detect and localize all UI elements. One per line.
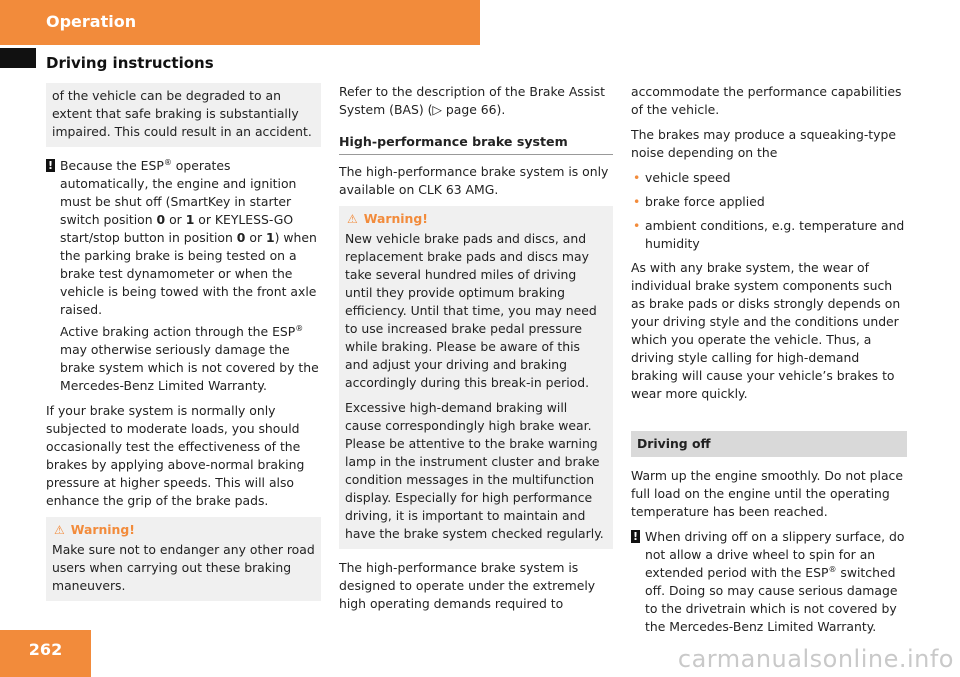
column-1 xyxy=(46,83,321,611)
warning-paragraph-2: Excessive high-demand braking will cause correspondingly high brake wear. Please be attentive to the brake warning lamp in the instrument cluster and brake condition messages in the multifunction display. Especially for high performance driving, it is important to maintain and have the brake system checked regularly. xyxy=(345,400,604,541)
column-3 xyxy=(631,83,907,640)
header-marker xyxy=(0,48,36,68)
brake-test-paragraph: If your brake system is normally only subjected to moderate loads, you should occasionally test the effectiveness of the brakes by applying above-normal braking pressure at higher speeds. This will also enhance the grip of the brake pads. xyxy=(46,403,305,508)
warning-icon: ⚠ xyxy=(347,212,358,226)
list-item: • brake force applied xyxy=(631,193,907,211)
exclamation-icon: ! xyxy=(47,159,54,172)
header-bar xyxy=(0,0,480,45)
esp-note-continued: Active braking action through the ESP® may otherwise seriously damage the brake system which is not covered by the Mercedes-Benz Limited Warranty. xyxy=(60,323,319,393)
exclamation-icon: ! xyxy=(632,530,639,543)
page-subtitle: Driving instructions xyxy=(46,54,214,72)
list-item: • ambient conditions, e.g. temperature and humidity xyxy=(631,217,907,253)
squeak-paragraph: The brakes may produce a squeaking-type noise depending on the xyxy=(631,127,896,160)
hp-brake-design: The high-performance brake system is designed to operate under the extremely high operating demands required to xyxy=(339,560,596,611)
hp-brake-availability: The high-performance brake system is only available on CLK 63 AMG. xyxy=(339,164,609,197)
esp-note: ! Because the ESP® operates automatically, the engine and ignition must be shut off (SmartKey in starter switch position 0 or 1 or KEYLESS-GO start/stop button in position 0 or 1) when the parking brake is being tested on a brake test dynamometer or when the vehicle is being towed with the front axle raised. xyxy=(47,157,317,317)
bas-reference: Refer to the description of the Brake Assist System (BAS) (▷ page 66). xyxy=(339,84,605,117)
performance-paragraph: accommodate the performance capabilities of the vehicle. xyxy=(631,84,902,117)
warning-paragraph-1: New vehicle brake pads and discs, and replacement brake pads and discs may take several hundred miles of driving until they provide optimum braking efficiency. Until that time, you may need to use increased brake pedal pressure while braking. Please be aware of this and adjust your driving and braking accordingly during this break-in period. xyxy=(345,231,597,390)
list-item: • vehicle speed xyxy=(631,169,907,187)
warning-heading: ⚠ Warning! xyxy=(347,211,428,226)
continued-warning-text: of the vehicle can be degraded to an extent that safe braking is substantially impaired. This could result in an accident. xyxy=(52,88,312,139)
noise-factors-list xyxy=(631,169,907,253)
warning-heading: ⚠ Warning! xyxy=(54,522,135,537)
warmup-paragraph: Warm up the engine smoothly. Do not place full load on the engine until the operating temperature has been reached. xyxy=(631,468,903,519)
slippery-note: ! When driving off on a slippery surface, do not allow a drive wheel to spin for an extended period with the ESP® switched off. Doing so may cause serious damage to the drivetrain which is not covered by the Mercedes-Benz Limited Warranty. xyxy=(632,529,905,634)
section-title: Operation xyxy=(46,12,137,31)
warning-text: Make sure not to endanger any other road users when carrying out these braking maneuvers. xyxy=(52,542,315,593)
wear-paragraph: As with any brake system, the wear of individual brake system components such as brake pads or disks strongly depends on your driving style and the conditions under which you operate the vehicle. Thus, a driving style calling for high-demand braking will cause your vehicle’s brakes to wear more quickly. xyxy=(631,260,901,401)
warning-icon: ⚠ xyxy=(54,523,65,537)
warning-box xyxy=(46,517,321,601)
section-heading-driving-off: Driving off xyxy=(631,431,907,457)
page-number: 262 xyxy=(0,630,91,677)
continued-warning-box xyxy=(46,83,321,147)
section-heading-hp-brake: High-performance brake system xyxy=(339,133,613,155)
warning-box-hp xyxy=(339,206,613,549)
column-2 xyxy=(339,83,613,620)
watermark: carmanualsonline.info xyxy=(677,645,954,673)
